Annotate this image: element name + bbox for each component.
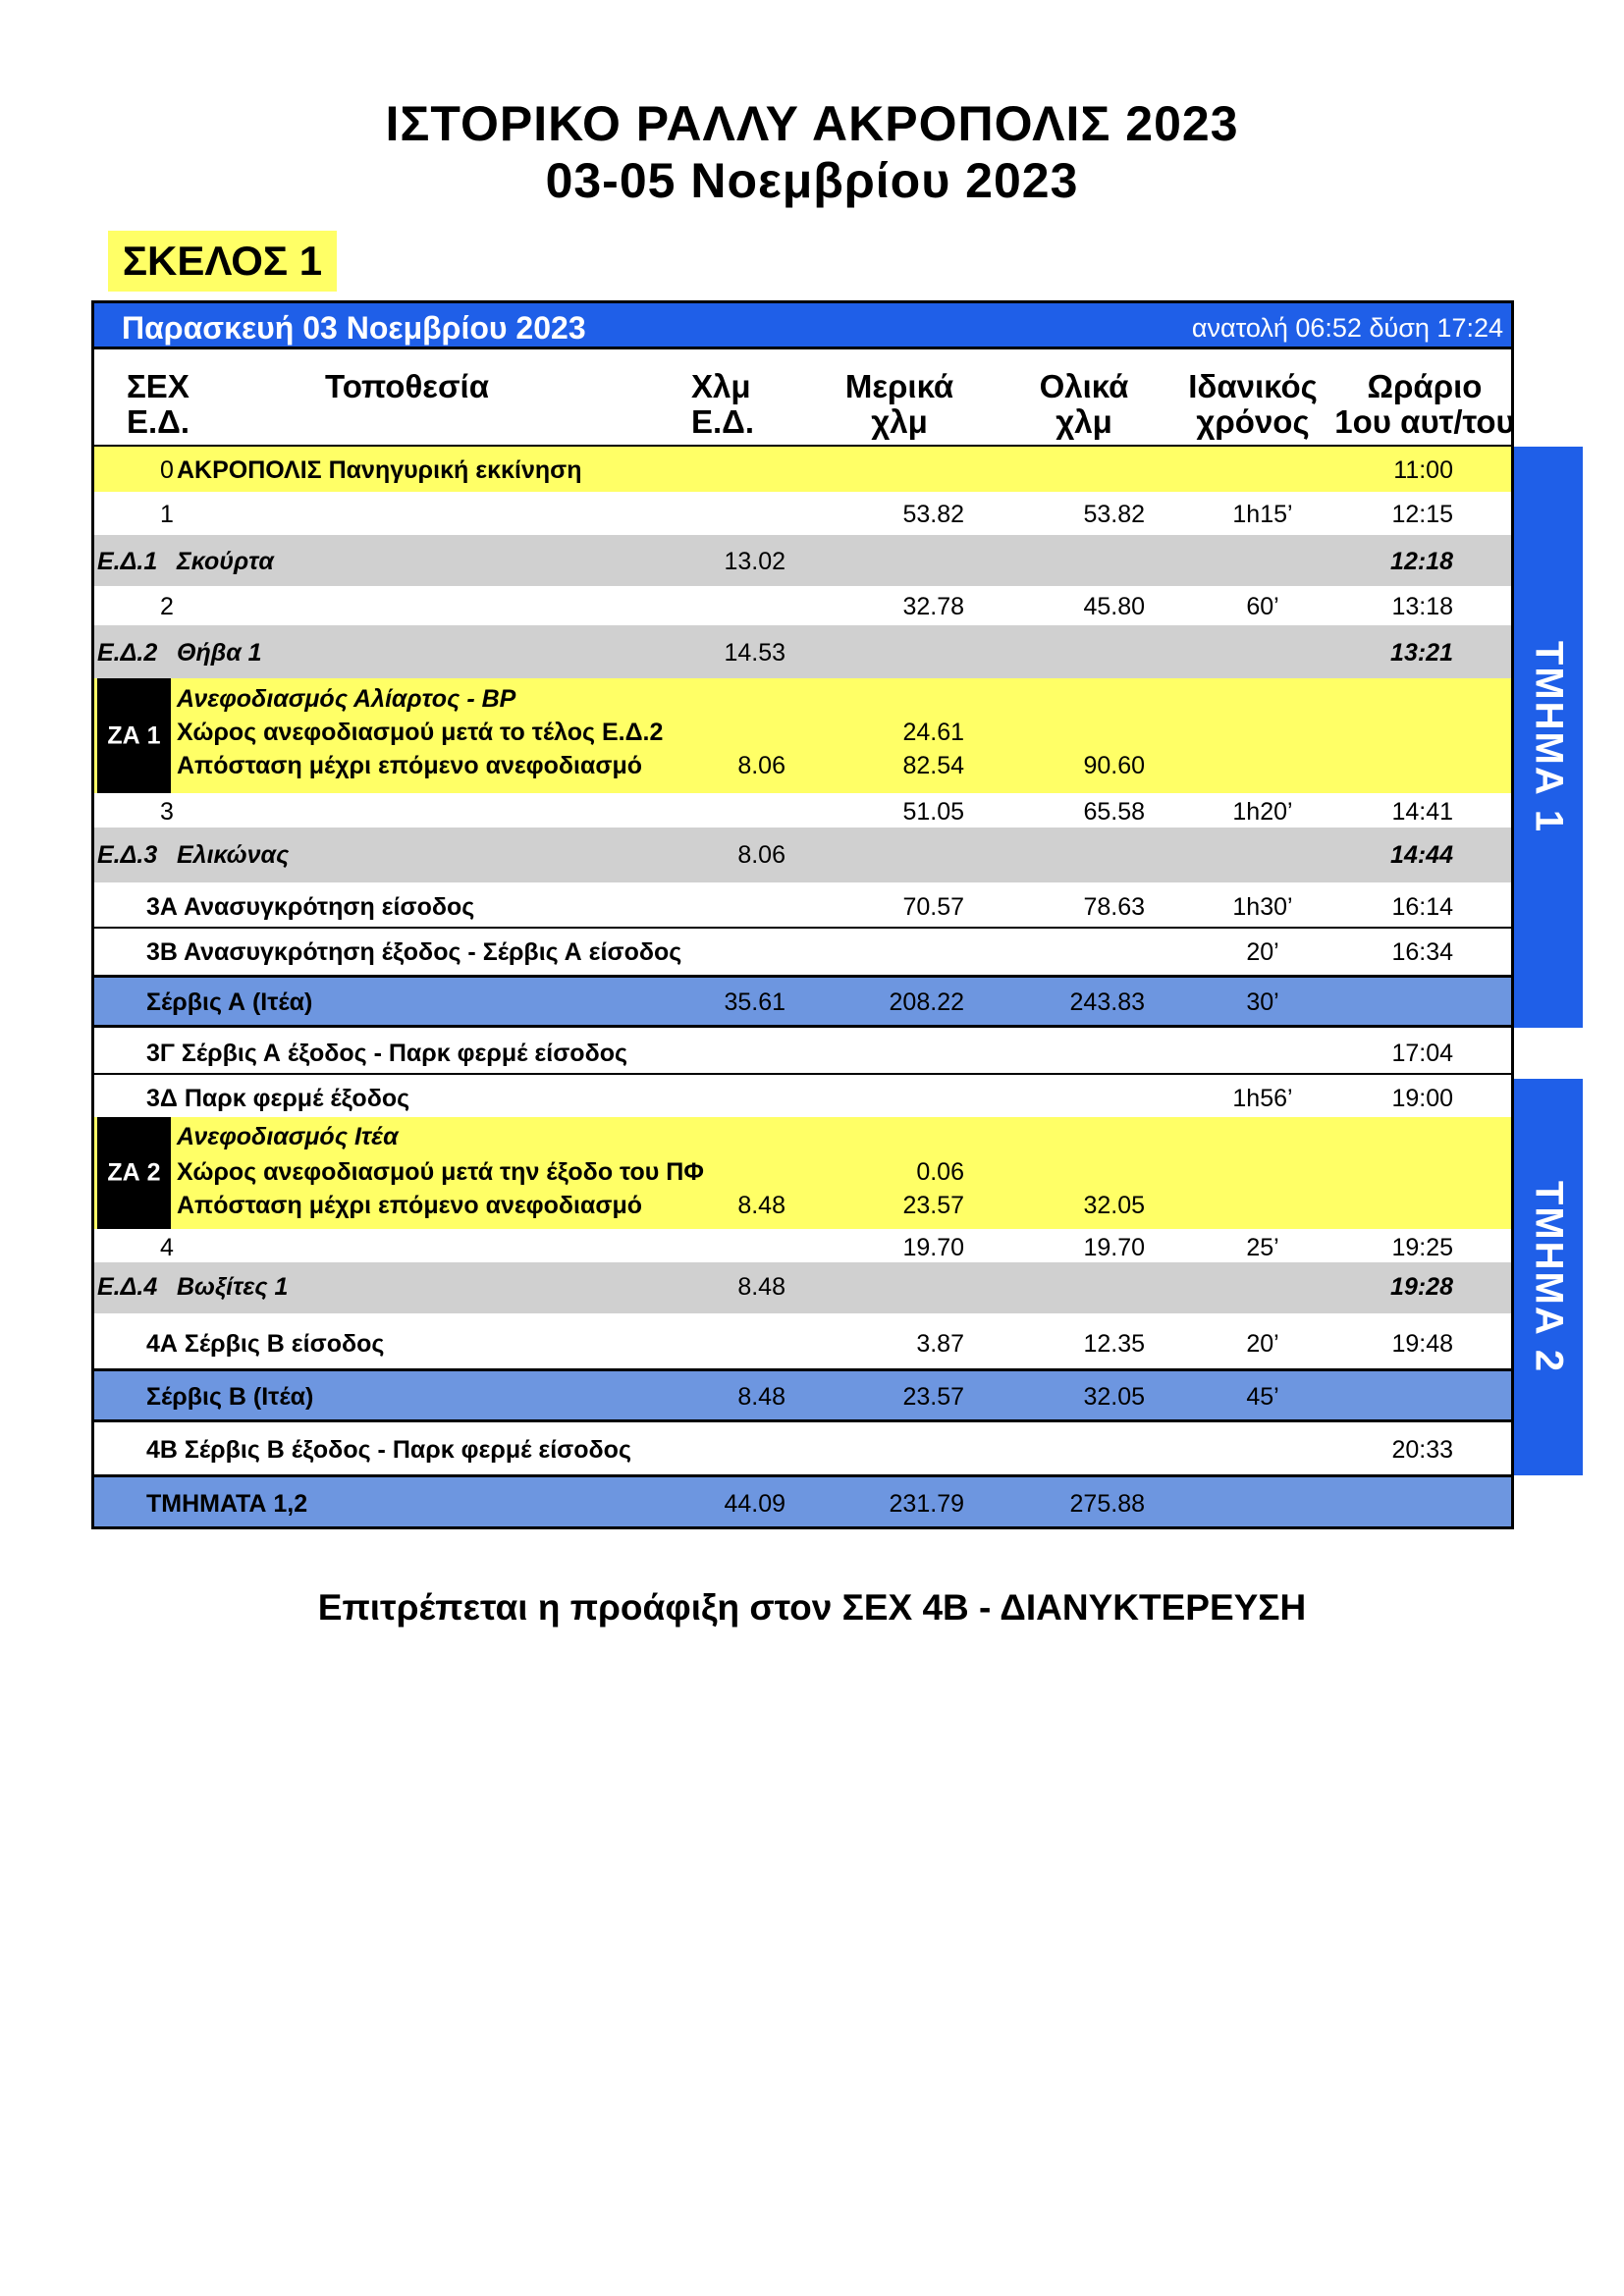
refuel-distance: Απόσταση μέχρι επόμενο ανεφοδιασμό [177,752,643,779]
stage-code: Ε.Δ.4 [97,1273,158,1301]
schedule-time: 20:33 [1391,1436,1453,1464]
total-km: 275.88 [1069,1490,1145,1518]
stage-code: Ε.Δ.2 [97,639,158,667]
partial-km: 23.57 [902,1383,964,1411]
location: 3Β Ανασυγκρότηση έξοδος - Σέρβις Α είσοδος [146,938,682,966]
section-1-label: ΤΜΗΜΑ 1 [1527,640,1571,834]
partial-km: 0.06 [916,1158,964,1186]
stage-code: Ε.Δ.1 [97,548,158,575]
location: Σκούρτα [177,548,274,575]
ideal-time: 45’ [1246,1383,1279,1411]
refuel-distance: Απόσταση μέχρι επόμενο ανεφοδιασμό [177,1192,643,1219]
location: 3Γ Σέρβις Α έξοδος - Παρκ φερμέ είσοδος [146,1040,628,1067]
partial-km: 208.22 [889,988,964,1016]
totals-row [91,1474,1514,1529]
section-2-label: ΤΜΗΜΑ 2 [1527,1180,1571,1374]
tc-number: 4 [160,1234,174,1261]
table-row [91,929,1514,975]
refuel-area: Χώρος ανεφοδιασμού μετά την έξοδο του ΠΦ [177,1158,704,1186]
location: 3Δ Παρκ φερμέ έξοδος [146,1085,410,1112]
schedule-time: 12:18 [1390,548,1453,575]
schedule-time: 19:00 [1391,1085,1453,1112]
stage-km: 44.09 [724,1490,785,1518]
tc-number: 1 [160,501,174,528]
section-2-band [1514,1079,1583,1475]
stage-km: 8.48 [737,1273,785,1301]
location: Θήβα 1 [177,639,262,667]
service-row [91,975,1514,1028]
column-headers [91,349,1514,447]
partial-km: 82.54 [902,752,964,779]
schedule-time: 19:28 [1390,1273,1453,1301]
location: 4Α Σέρβις Β είσοδος [146,1330,385,1358]
refuel-zone-row [91,678,1514,793]
total-km: 243.83 [1069,988,1145,1016]
stage-km: 13.02 [724,548,785,575]
location: Βωξίτες 1 [177,1273,289,1301]
location: Σέρβις Α (Ιτέα) [146,988,313,1016]
table-row [91,793,1514,828]
total-km: 65.58 [1083,798,1145,826]
refuel-zone-badge: ΖΑ 1 [97,678,171,793]
header-location: Τοποθεσία [325,368,489,404]
sunrise-sunset: ανατολή 06:52 δύση 17:24 [1191,313,1503,343]
stage-km: 8.48 [737,1383,785,1411]
location: Ελικώνας [177,841,290,869]
table-row [91,625,1514,678]
total-km: 12.35 [1083,1330,1145,1358]
ideal-time: 20’ [1246,938,1279,966]
table-row [91,1028,1514,1075]
table-row [91,1262,1514,1313]
partial-km: 231.79 [889,1490,964,1518]
partial-km: 53.82 [902,501,964,528]
total-km: 32.05 [1083,1192,1145,1219]
ideal-time: 1h15’ [1232,501,1293,528]
leg-label: ΣΚΕΛΟΣ 1 [108,231,337,292]
schedule-time: 12:15 [1391,501,1453,528]
table-row [91,535,1514,586]
header-ideal-time: Ιδανικός χρόνος [1188,368,1318,440]
tc-number: 0 [160,456,174,484]
stage-km: 35.61 [724,988,785,1016]
partial-km: 70.57 [902,893,964,921]
stage-km: 14.53 [724,639,785,667]
partial-km: 51.05 [902,798,964,826]
header-partial-km: Μερικά χλμ [844,368,954,440]
partial-km: 24.61 [902,719,964,746]
table-row [91,1075,1514,1117]
partial-km: 23.57 [902,1192,964,1219]
refuel-zone-badge: ΖΑ 2 [97,1117,171,1229]
stage-km: 8.06 [737,752,785,779]
header-total-km: Ολικά χλμ [1039,368,1129,440]
ideal-time: 25’ [1246,1234,1279,1261]
ideal-time: 20’ [1246,1330,1279,1358]
location: 4Β Σέρβις Β έξοδος - Παρκ φερμέ είσοδος [146,1436,631,1464]
location: ΑΚΡΟΠΟΛΙΣ Πανηγυρική εκκίνηση [177,456,582,484]
table-row [91,1229,1514,1262]
ideal-time: 1h30’ [1232,893,1293,921]
tc-number: 2 [160,593,174,620]
table-row [91,828,1514,882]
table-row [91,492,1514,535]
table-row [91,1422,1514,1474]
document-title-line1: ΙΣΤΟΡΙΚΟ ΡΑΛΛΥ ΑΚΡΟΠΟΛΙΣ 2023 [385,96,1239,151]
stage-km: 8.48 [737,1192,785,1219]
day-date: Παρασκευή 03 Νοεμβρίου 2023 [122,310,586,346]
schedule-time: 16:34 [1391,938,1453,966]
header-sex: ΣΕΧ Ε.Δ. [127,368,190,440]
stage-km: 8.06 [737,841,785,869]
totals-label: ΤΜΗΜΑΤΑ 1,2 [146,1490,308,1518]
partial-km: 19.70 [902,1234,964,1261]
schedule-time: 19:25 [1391,1234,1453,1261]
table-row [91,1313,1514,1368]
schedule-time: 16:14 [1391,893,1453,921]
location: Σέρβις Β (Ιτέα) [146,1383,314,1411]
header-schedule: Ωράριο 1ου αυτ/του [1334,368,1515,440]
section-1-band [1514,447,1583,1028]
refuel-location: Ανεφοδιασμός Αλίαρτος - ΒΡ [177,685,516,713]
header-km: Χλμ Ε.Δ. [691,368,755,440]
overnight-note: Επιτρέπεται η προάφιξη στον ΣΕΧ 4Β - ΔΙΑΝΥΚΤΕΡΕΥΣΗ [317,1587,1307,1628]
document-title-line2: 03-05 Νοεμβρίου 2023 [545,153,1079,208]
tc-number: 3 [160,798,174,826]
schedule-time: 11:00 [1393,456,1453,484]
partial-km: 3.87 [916,1330,964,1358]
total-km: 19.70 [1083,1234,1145,1261]
schedule-time: 13:21 [1390,639,1453,667]
total-km: 53.82 [1083,501,1145,528]
schedule-time: 14:41 [1391,798,1453,826]
schedule-time: 19:48 [1391,1330,1453,1358]
partial-km: 32.78 [902,593,964,620]
refuel-location: Ανεφοδιασμός Ιτέα [177,1123,399,1150]
stage-code: Ε.Δ.3 [97,841,158,869]
ideal-time: 1h56’ [1232,1085,1293,1112]
location: 3Α Ανασυγκρότηση είσοδος [146,893,475,921]
table-row [91,586,1514,625]
schedule-time: 13:18 [1391,593,1453,620]
ideal-time: 1h20’ [1232,798,1293,826]
table-row [91,882,1514,929]
refuel-area: Χώρος ανεφοδιασμού μετά το τέλος Ε.Δ.2 [177,719,664,746]
schedule-time: 17:04 [1391,1040,1453,1067]
ideal-time: 60’ [1246,593,1279,620]
ideal-time: 30’ [1246,988,1279,1016]
total-km: 45.80 [1083,593,1145,620]
service-row [91,1368,1514,1422]
day-header [91,300,1514,349]
total-km: 90.60 [1083,752,1145,779]
refuel-zone-row [91,1117,1514,1229]
schedule-time: 14:44 [1390,841,1453,869]
total-km: 78.63 [1083,893,1145,921]
table-row [91,447,1514,492]
total-km: 32.05 [1083,1383,1145,1411]
